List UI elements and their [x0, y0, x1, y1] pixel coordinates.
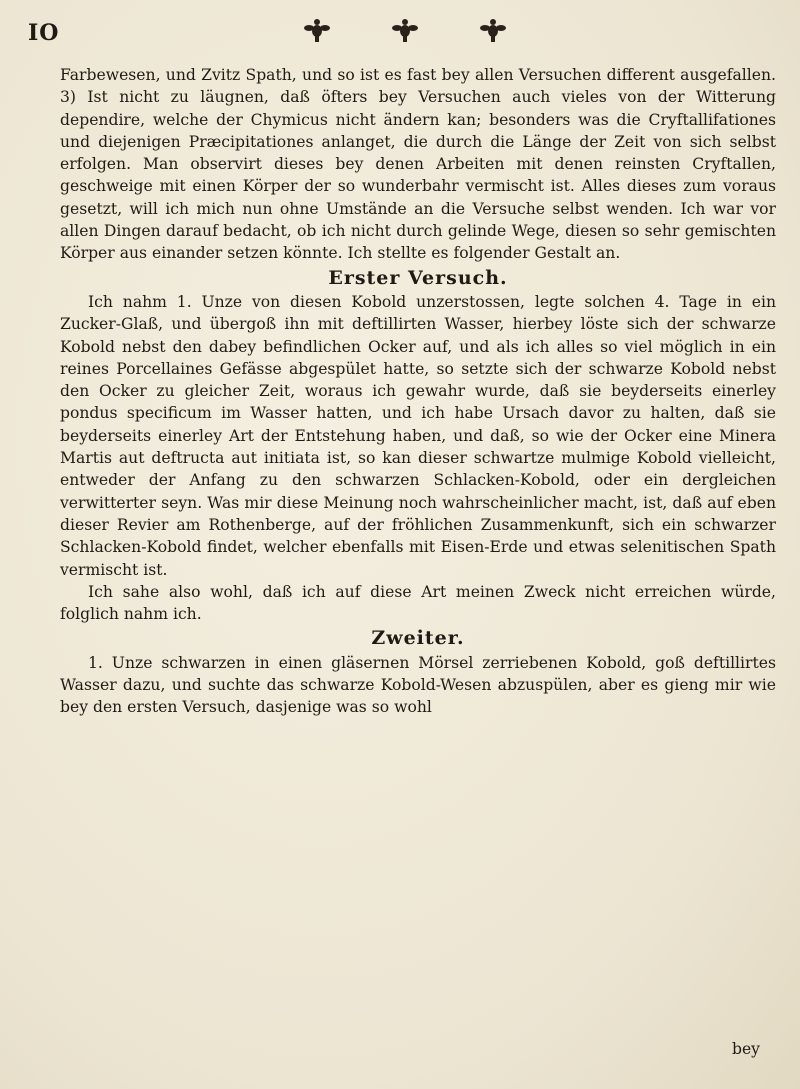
section-heading-first: Erster Versuch.: [328, 266, 508, 289]
page-number: IO: [28, 20, 60, 46]
decorative-flower-icon: [476, 18, 510, 44]
body-text: [60, 64, 776, 719]
paragraph: Ich sahe also wohl, daß ich auf diese Art meinen Zweck nicht erreichen würde, folglich nahm ich.: [60, 582, 776, 624]
paragraph: Ich nahm 1. Unze von diesen Kobold unzerstossen, legte solchen 4. Tage in ein Zucker-Glaß, und übergoß ihn mit deftillirten Wasser, hierbey löste sich der schwarze Kobold nebst den dabey befindlichen Ocker auf, und als ich alles so viel möglich in ein reines Porcellaines Gefässe abgespület hatte, so setzte sich der schwarze Kobold nebst den Ocker zu gleicher Zeit, woraus ich gewahr wurde, daß sie beyderseits einerley pondus specificum im Wasser hatten, und ich habe Ursach davor zu halten, daß sie beyderseits einerley Art der Entstehung haben, und daß, so wie der Ocker eine Minera Martis aut deftructa aut initiata ist, so kan dieser schwartze mulmige Kobold vielleicht, entweder der Anfang zu den schwarzen Schlacken-Kobold, oder ein dergleichen verwitterter seyn. Was mir diese Meinung noch wahrscheinlicher macht, ist, daß auf eben dieser Revier am Rothenberge, auf der fröhlichen Zusammenkunft, sich ein schwarzer Schlacken-Kobold findet, welcher ebenfalls mit Eisen-Erde und etwas selenitischen Spath vermischt ist.: [60, 292, 776, 579]
decorative-flower-icon: [300, 18, 334, 44]
paragraph: 1. Unze schwarzen in einen gläsernen Mörsel zerriebenen Kobold, goß deftillirtes Wasser dazu, und suchte das schwarze Kobold-Wesen abzuspülen, aber es gieng mir wie bey den ersten Versuch, dasjenige was so wohl: [60, 653, 776, 717]
paragraph: Farbewesen, und Zvitz Spath, und so ist es fast bey allen Versuchen different ausgefallen. 3) Ist nicht zu läugnen, daß öfters bey Versuchen auch vieles von der Witterung dependire, welche der Chymicus nicht ändern kan; besonders was die Cryftallifationes und diejenigen Præcipitationes anlanget, die durch die Länge der Zeit von sich selbst erfolgen. Man observirt dieses bey denen Arbeiten mit denen reinsten Cryftallen, geschweige mit einen Körper der so wunderbahr vermischt ist. Alles dieses zum voraus gesetzt, will ich mich nun ohne Umstände an die Versuche selbst wenden. Ich war vor allen Dingen darauf bedacht, ob ich nicht durch gelinde Wege, diesen so sehr gemischten Körper aus einander setzen könnte. Ich stellte es folgender Gestalt an.: [60, 66, 776, 263]
page-header: [0, 8, 800, 58]
section-heading-second: Zweiter.: [371, 627, 465, 650]
decorative-flower-icon: [388, 18, 422, 44]
header-ornaments: [300, 18, 510, 44]
catchword: bey: [731, 1040, 760, 1058]
